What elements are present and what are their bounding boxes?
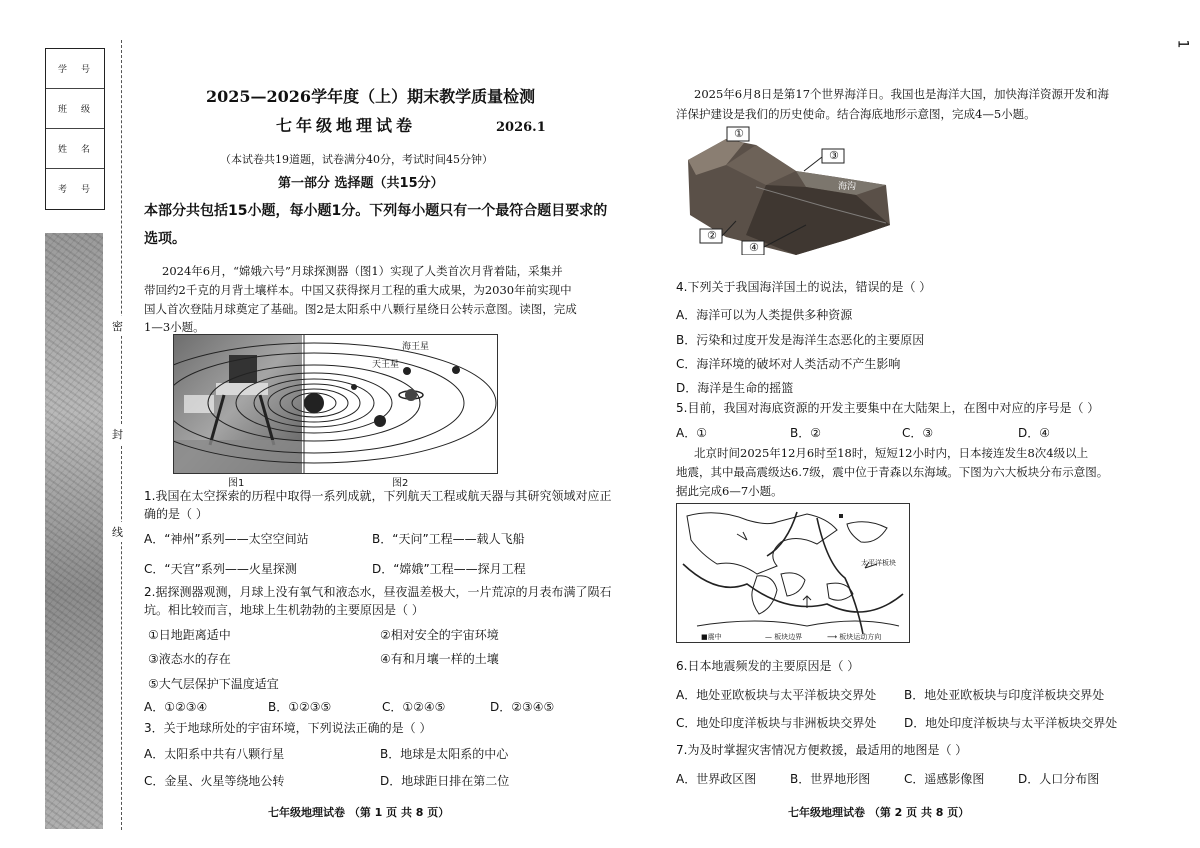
legend-plate-motion: ⟶ 板块运动方向 — [827, 633, 882, 641]
info-cell-class: 班级 — [46, 89, 104, 129]
label-pacific-plate: 太平洋板块 — [861, 559, 896, 567]
passage-1-line-2: 带回约2千克的月背土壤样本。中国又获得探月工程的重大成果，为2030年前实现中 — [144, 283, 572, 297]
passage-2-line-1: 2025年6月8日是第17个世界海洋日。我国也是海洋大国，加快海洋资源开发和海 — [694, 87, 1110, 101]
q6-option-d[interactable]: D．地处印度洋板块与太平洋板块交界处 — [904, 716, 1118, 730]
q5-option-d[interactable]: D．④ — [1018, 426, 1050, 440]
student-info-box — [45, 48, 105, 210]
q1-stem-line-1: 1.我国在太空探索的历程中取得一系列成就，下列航天工程或航天器与其研究领域对应正 — [144, 489, 612, 503]
binding-strip — [45, 233, 103, 829]
section-title: 第一部分 选择题（共15分） — [278, 176, 444, 191]
passage-2-line-2: 洋保护建设是我们的历史使命。结合海底地形示意图，完成4—5小题。 — [676, 107, 1036, 121]
q7-option-b[interactable]: B．世界地形图 — [790, 772, 871, 786]
footer-left: 七年级地理试卷 （第 1 页 共 8 页） — [268, 806, 450, 819]
q5-option-c[interactable]: C．③ — [902, 426, 934, 440]
q1-option-a[interactable]: A．“神州”系列——太空空间站 — [144, 532, 309, 546]
ocean-label-4: ④ — [749, 241, 759, 254]
figure-moon-and-solar-system — [173, 334, 498, 474]
q2-item-2: ②相对安全的宇宙环境 — [380, 628, 499, 642]
q7-option-d[interactable]: D．人口分布图 — [1018, 772, 1100, 786]
q1-option-b[interactable]: B．“天问”工程——载人飞船 — [372, 532, 525, 546]
ocean-label-2: ② — [707, 229, 717, 242]
q3-option-b[interactable]: B．地球是太阳系的中心 — [380, 747, 509, 761]
footer-right: 七年级地理试卷 （第 2 页 共 8 页） — [788, 806, 970, 819]
passage-3-line-2: 地震，其中最高震级达6.7级，震中位于青森以东海域。下图为六大板块分布示意图。 — [676, 465, 1109, 479]
q1-option-c[interactable]: C．“天宫”系列——火星探测 — [144, 562, 297, 576]
q2-stem-line-2: 坑。相比较而言，地球上生机勃勃的主要原因是（ ） — [144, 603, 424, 617]
q4-option-a[interactable]: A．海洋可以为人类提供多种资源 — [676, 308, 853, 322]
q3-option-c[interactable]: C．金星、火星等绕地公转 — [144, 774, 285, 788]
legend-plate-boundary: — 板块边界 — [765, 633, 803, 641]
ocean-label-3: ③ — [829, 149, 839, 162]
q5-option-a[interactable]: A．① — [676, 426, 707, 440]
instruction-line-1: 本部分共包括15小题，每小题1分。下列每小题只有一个最符合题目要求的 — [144, 203, 608, 219]
caption-figure-1: 图1 — [228, 478, 245, 489]
q2-item-3: ③液态水的存在 — [148, 652, 231, 666]
q1-stem-line-2: 确的是（ ） — [144, 507, 208, 521]
instruction-line-2: 选项。 — [144, 231, 186, 247]
label-uranus: 天王星 — [372, 360, 400, 370]
q7-option-c[interactable]: C．遥感影像图 — [904, 772, 985, 786]
exam-title: 2025—2026学年度（上）期末教学质量检测 — [206, 87, 536, 106]
legend-epicenter: ■震中 — [701, 633, 722, 641]
seal-char-feng: 封 — [112, 424, 123, 444]
q2-item-4: ④有和月壤一样的土壤 — [380, 652, 499, 666]
q2-option-a[interactable]: A．①②③④ — [144, 700, 208, 714]
passage-1-line-3: 国人首次登陆月球奠定了基础。图2是太阳系中八颗行星绕日公转示意图。读图，完成 — [144, 302, 577, 316]
q2-item-5: ⑤大气层保护下温度适宜 — [148, 677, 279, 691]
passage-3-line-1: 北京时间2025年12月6时至18时，短短12小时内，日本接连发生8次4级以上 — [694, 446, 1089, 460]
q6-stem: 6.日本地震频发的主要原因是（ ） — [676, 659, 860, 673]
q2-item-1: ①日地距离适中 — [148, 628, 231, 642]
q7-stem: 7.为及时掌握灾害情况方便救援，最适用的地图是（ ） — [676, 743, 968, 757]
q2-option-b[interactable]: B．①②③⑤ — [268, 700, 332, 714]
label-trench: 海沟 — [838, 182, 857, 192]
passage-1-line-1: 2024年6月，“嫦娥六号”月球探测器（图1）实现了人类首次月背着陆，采集并 — [162, 264, 563, 278]
page-marker: 1 — [1174, 39, 1191, 49]
q4-option-b[interactable]: B．污染和过度开发是海洋生态恶化的主要原因 — [676, 333, 925, 347]
ocean-label-1: ① — [734, 127, 744, 140]
q6-option-b[interactable]: B．地处亚欧板块与印度洋板块交界处 — [904, 688, 1105, 702]
exam-note: （本试卷共19道题，试卷满分40分，考试时间45分钟） — [220, 153, 493, 166]
q6-option-a[interactable]: A．地处亚欧板块与太平洋板块交界处 — [676, 688, 877, 702]
q4-option-c[interactable]: C．海洋环境的破坏对人类活动不产生影响 — [676, 357, 901, 371]
q6-option-c[interactable]: C．地处印度洋板块与非洲板块交界处 — [676, 716, 877, 730]
seal-char-mi: 密 — [112, 316, 123, 336]
q2-option-c[interactable]: C．①②④⑤ — [382, 700, 446, 714]
q5-option-b[interactable]: B．② — [790, 426, 821, 440]
q2-option-d[interactable]: D．②③④⑤ — [490, 700, 555, 714]
q3-option-d[interactable]: D．地球距日排在第二位 — [380, 774, 510, 788]
figure-ocean-floor — [686, 125, 896, 255]
exam-date: 2026.1 — [496, 120, 546, 135]
q4-option-d[interactable]: D．海洋是生命的摇篮 — [676, 381, 794, 395]
q2-stem-line-1: 2.据探测器观测，月球上没有氧气和液态水，昼夜温差极大，一片荒凉的月表布满了陨石 — [144, 585, 612, 599]
info-cell-name: 姓名 — [46, 129, 104, 169]
seal-char-xian: 线 — [112, 522, 123, 542]
passage-1-line-4: 1—3小题。 — [144, 320, 205, 334]
q1-option-d[interactable]: D．“嫦娥”工程——探月工程 — [372, 562, 526, 576]
q5-stem: 5.目前，我国对海底资源的开发主要集中在大陆架上，在图中对应的序号是（ ） — [676, 401, 1100, 415]
info-cell-exam-no: 考号 — [58, 185, 105, 195]
q3-stem: 3．关于地球所处的宇宙环境，下列说法正确的是（ ） — [144, 721, 432, 735]
passage-3-line-3: 据此完成6—7小题。 — [676, 484, 783, 498]
q7-option-a[interactable]: A．世界政区图 — [676, 772, 757, 786]
exam-subtitle: 七年级地理试卷 — [276, 116, 417, 135]
caption-figure-2: 图2 — [392, 478, 409, 489]
label-neptune: 海王星 — [402, 342, 430, 352]
q3-option-a[interactable]: A．太阳系中共有八颗行星 — [144, 747, 285, 761]
q4-stem: 4.下列关于我国海洋国土的说法，错误的是（ ） — [676, 280, 932, 294]
info-cell-student-no: 学号 — [46, 49, 104, 89]
figure-plate-map — [676, 503, 910, 643]
